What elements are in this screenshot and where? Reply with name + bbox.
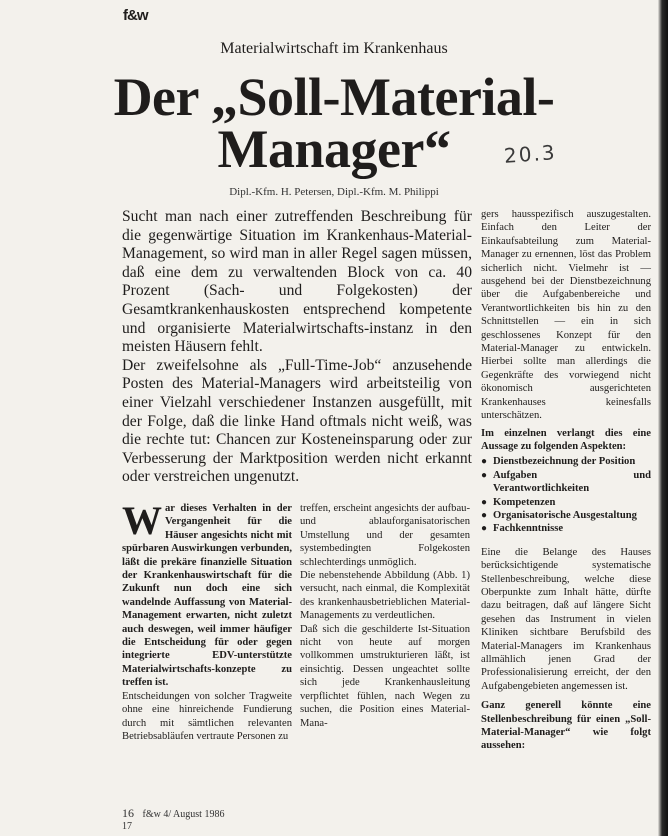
drop-cap: W: [122, 498, 162, 543]
handwritten-note: 20.3: [503, 140, 558, 168]
lead-paragraph-2: Der zweifelsohne als „Full-Time-Job“ anzusehende Posten des Material-Managers wird arbeitsteilig von einer Vielzahl verschiedener Instanzen ausgefüllt, mit der Folge, daß die linke Hand oftmals nicht weiß, was die rechte tut: Chancen zur Kosteneinsparung oder zur Verbesserung der Marktposition werden nicht erkannt oder verstreichen ungenutzt.: [122, 356, 472, 486]
column-middle-paragraph-1: treffen, erscheint angesichts der aufbau- und ablauforganisatorischen Umstellung und der gesamten systembedingten Folgekosten schlechterdings unmöglich.: [300, 503, 470, 568]
aspects-heading: Im einzelnen verlangt dies eine Aussage zu folgenden Aspekten:: [481, 427, 651, 452]
column-middle-paragraph-3: Daß sich die geschilderte Ist-Situation nicht von heute auf morgen vollkommen umstrukturieren läßt, ist einsichtig. Dessen ungeachtet sollte sich jede Krankenhausleitung verpflichtet fühlen, nach Wegen zu suchen, die Position eines Material-Mana-: [300, 623, 470, 729]
lead-paragraphs: [122, 208, 472, 487]
article-title-line-2: Manager“: [217, 119, 451, 179]
article-kicker: Materialwirtschaft im Krankenhaus: [220, 40, 448, 57]
magazine-logo: f&w: [123, 7, 148, 24]
aspect-item: ● Kompetenzen: [481, 496, 651, 509]
aspect-item: ● Organisatorische Ausgestaltung: [481, 509, 651, 522]
column-middle: [300, 502, 470, 730]
aspects-list: [481, 455, 651, 535]
lead-paragraph-1: Sucht man nach einer zutreffenden Beschreibung für die gegenwärtige Situation im Krankenhaus-Material-Management, so wird man in aller Regel sagen müssen, daß eine dem zu verwaltenden Block von ca. 40 Prozent (Sach- und Folgekosten) der Gesamtkrankenhauskosten entsprechend kompetente und organisierte Materialwirtschafts-instanz in den meisten Häusern fehlt.: [122, 208, 472, 356]
column-right-paragraph-1: gers hausspezifisch auszugestalten. Einfach den Leiter der Einkaufsabteilung zum Material-Manager zu ernennen, löst das Problem sicherlich nicht. Vielmehr ist — ausgehend bei der Dienstbezeichnung über die Aufgabenbereiche und Verantwortlichkeiten bis hin zu den Schnittstellen — ein in sich geschlossenes Konzept für den Material-Manager zu entwickeln. Hierbei sollte man allerdings die Gegenkräfte des vorwiegend nicht ökonomisch ausgerichteten Krankenhauses keinesfalls unterschätzen.: [481, 209, 651, 422]
page-number: 16: [122, 806, 134, 820]
article-title-line-1: Der „Soll-Material-: [113, 67, 555, 127]
column-left-paragraph-2: Entscheidungen von solcher Tragweite ohne eine hinreichende Fundierung durch mit sämtlichen relevanten Betriebsabläufen vertraute Personen zu: [122, 690, 292, 742]
column-right: [481, 208, 651, 753]
binding-edge: [658, 0, 668, 836]
column-right-paragraph-3: Ganz generell könnte eine Stellenbeschreibung für einen „Soll-Material-Manager“ wie folgt aussehen:: [481, 700, 651, 752]
page-footer: [122, 806, 224, 832]
aspect-item: ● Fachkenntnisse: [481, 522, 651, 535]
column-left-paragraph-1: [122, 498, 292, 690]
aspect-item: ● Dienstbezeichnung der Position: [481, 455, 651, 468]
aspect-item: ● Aufgaben und Verantwortlichkeiten: [481, 469, 651, 496]
column-right-paragraph-2: Eine die Belange des Hauses berücksichtigende systematische Stellenbeschreibung, welche diese Oberpunkte zum Inhalt hätte, dürfte dazu beitragen, daß auf längere Sicht gesehen das Instrument in vielen Kliniken sichtbare Berufsbild des Material-Managers im Krankenhaus allmählich jenen Grad der Professionalisierung erreicht, der den Aufgabengebieten angemessen ist.: [481, 546, 651, 692]
column-left: [122, 498, 292, 743]
issue-info: f&w 4/ August 1986: [142, 809, 225, 820]
column-middle-paragraph-2: Die nebenstehende Abbildung (Abb. 1) versucht, nach einmal, die Komplexität des krankenhausbetrieblichen Material-Managements zu verdeutlichen.: [300, 570, 470, 622]
sub-page-number: 17: [122, 821, 132, 832]
article-authors: Dipl.-Kfm. H. Petersen, Dipl.-Kfm. M. Philippi: [229, 186, 439, 198]
column-left-text: ar dieses Verhalten in der Vergangenheit für die Häuser angesichts nicht mit spürbaren Auswirkungen verbunden, läßt die prekäre finanzielle Situation der Krankenhauswirtschaft für die Zukunft nun doch eine sich wandelnde Auffassung von Material-Management erwarten, nicht zuletzt auch deswegen, weil immer häufiger die Entscheidung für oder gegen integrierte EDV-unterstützte Materialwirtschafts-konzepte zu treffen ist.: [122, 503, 292, 689]
